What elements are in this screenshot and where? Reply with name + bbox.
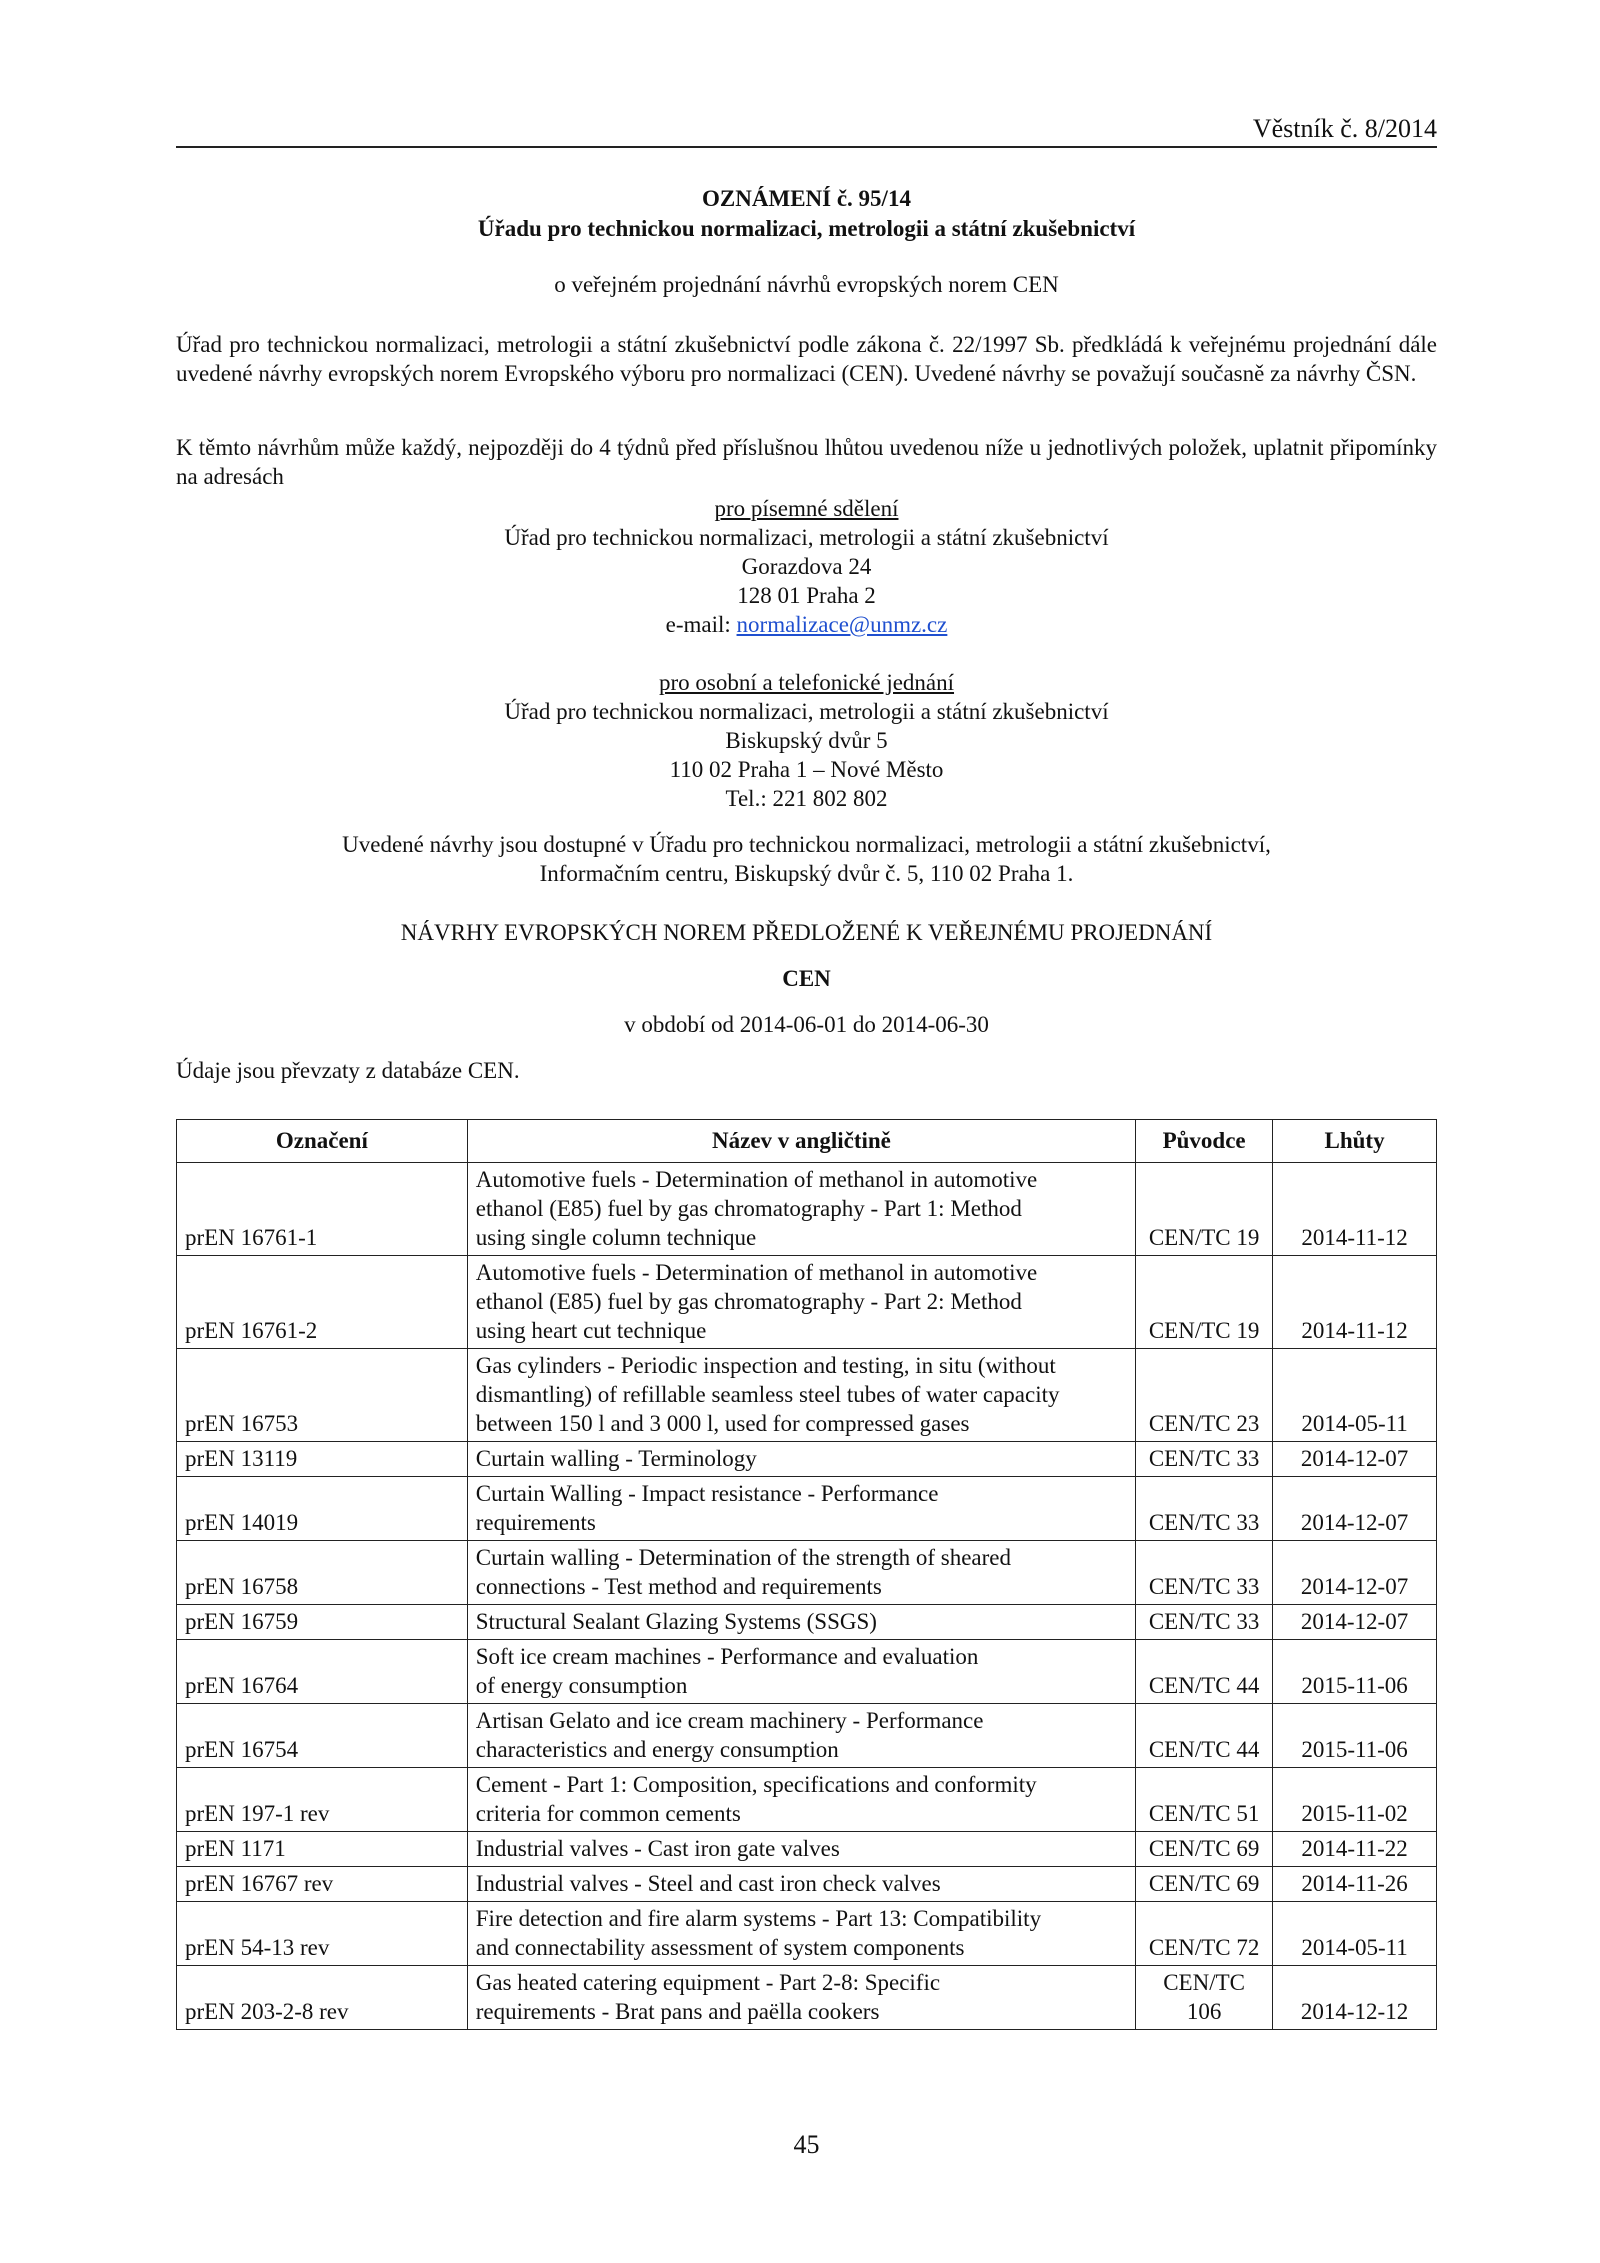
table-row: [177, 1902, 1437, 1966]
contact-written-city: 128 01 Praha 2: [737, 583, 876, 608]
cell-designation: prEN 16754: [177, 1704, 468, 1768]
column-header-designation: Označení: [177, 1120, 468, 1163]
table-row: [177, 1640, 1437, 1704]
table-row: [177, 1966, 1437, 2030]
cell-origin: CEN/TC 33: [1136, 1477, 1273, 1541]
cell-title: Industrial valves - Steel and cast iron check valves: [467, 1867, 1135, 1902]
cell-title: Soft ice cream machines - Performance and evaluation of energy consumption: [467, 1640, 1135, 1704]
cell-origin: CEN/TC 33: [1136, 1442, 1273, 1477]
cell-origin: CEN/TC 44: [1136, 1704, 1273, 1768]
contact-written-email-line: [176, 612, 1437, 638]
cell-deadline: 2014-12-07: [1273, 1541, 1437, 1605]
cell-designation: prEN 13119: [177, 1442, 468, 1477]
table-row: [177, 1541, 1437, 1605]
cell-deadline: 2014-11-12: [1273, 1163, 1437, 1256]
cell-deadline: 2014-11-26: [1273, 1867, 1437, 1902]
contact-personal-street: Biskupský dvůr 5: [725, 728, 888, 753]
cell-designation: prEN 16761-2: [177, 1256, 468, 1349]
cell-title: Industrial valves - Cast iron gate valves: [467, 1832, 1135, 1867]
cell-title: Automotive fuels - Determination of methanol in automotive ethanol (E85) fuel by gas chromatography - Part 1: Method using single column technique: [467, 1163, 1135, 1256]
cell-designation: prEN 197-1 rev: [177, 1768, 468, 1832]
cell-deadline: 2015-11-06: [1273, 1704, 1437, 1768]
cell-designation: prEN 16764: [177, 1640, 468, 1704]
cell-title: Artisan Gelato and ice cream machinery - Performance characteristics and energy consumption: [467, 1704, 1135, 1768]
cell-origin: CEN/TC 44: [1136, 1640, 1273, 1704]
cell-title: Structural Sealant Glazing Systems (SSGS): [467, 1605, 1135, 1640]
email-label: e-mail:: [665, 612, 737, 637]
table-row: [177, 1832, 1437, 1867]
contact-personal-heading: pro osobní a telefonické jednání: [658, 670, 955, 695]
cell-designation: prEN 14019: [177, 1477, 468, 1541]
table-row: [177, 1867, 1437, 1902]
column-header-origin: Původce: [1136, 1120, 1273, 1163]
table-row: [177, 1704, 1437, 1768]
column-header-deadline: Lhůty: [1273, 1120, 1437, 1163]
table-header-row: [177, 1120, 1437, 1163]
cell-deadline: 2015-11-06: [1273, 1640, 1437, 1704]
standards-table: [176, 1119, 1437, 2030]
header-rule: [176, 146, 1437, 148]
cell-deadline: 2015-11-02: [1273, 1768, 1437, 1832]
cell-origin: CEN/TC 69: [1136, 1867, 1273, 1902]
cell-title: Curtain walling - Terminology: [467, 1442, 1135, 1477]
cell-deadline: 2014-05-11: [1273, 1902, 1437, 1966]
section-body: CEN: [782, 966, 831, 991]
cell-origin: CEN/TC 69: [1136, 1832, 1273, 1867]
cell-title: Curtain walling - Determination of the strength of sheared connections - Test method and requirements: [467, 1541, 1135, 1605]
cell-designation: prEN 203-2-8 rev: [177, 1966, 468, 2030]
table-row: [177, 1768, 1437, 1832]
cell-origin: CEN/TC 106: [1136, 1966, 1273, 2030]
cell-designation: prEN 16758: [177, 1541, 468, 1605]
cell-deadline: 2014-11-12: [1273, 1256, 1437, 1349]
cell-title: Fire detection and fire alarm systems - Part 13: Compatibility and connectability assessment of system components: [467, 1902, 1135, 1966]
section-period: v období od 2014-06-01 do 2014-06-30: [624, 1012, 989, 1037]
contact-written-heading: pro písemné sdělení: [714, 496, 899, 521]
cell-deadline: 2014-12-07: [1273, 1442, 1437, 1477]
cell-deadline: 2014-05-11: [1273, 1349, 1437, 1442]
notice-title: OZNÁMENÍ č. 95/14: [702, 186, 911, 211]
cell-title: Curtain Walling - Impact resistance - Performance requirements: [467, 1477, 1135, 1541]
table-row: [177, 1349, 1437, 1442]
cell-origin: CEN/TC 23: [1136, 1349, 1273, 1442]
notice-subject: o veřejném projednání návrhů evropských norem CEN: [554, 272, 1059, 297]
table-row: [177, 1256, 1437, 1349]
table-row: [177, 1477, 1437, 1541]
journal-header: Věstník č. 8/2014: [1252, 114, 1437, 143]
availability-line-1: Uvedené návrhy jsou dostupné v Úřadu pro technickou normalizaci, metrologii a státní zkušebnictví,: [342, 832, 1271, 857]
cell-origin: CEN/TC 33: [1136, 1541, 1273, 1605]
contact-personal-org: Úřad pro technickou normalizaci, metrologii a státní zkušebnictví: [504, 699, 1109, 724]
cell-designation: prEN 54-13 rev: [177, 1902, 468, 1966]
email-link[interactable]: normalizace@unmz.cz: [736, 612, 948, 637]
contact-written-street: Gorazdova 24: [741, 554, 872, 579]
cell-deadline: 2014-11-22: [1273, 1832, 1437, 1867]
cell-designation: prEN 16759: [177, 1605, 468, 1640]
contact-personal-phone: Tel.: 221 802 802: [725, 786, 888, 811]
cell-origin: CEN/TC 51: [1136, 1768, 1273, 1832]
source-note: Údaje jsou převzaty z databáze CEN.: [176, 1058, 520, 1083]
cell-designation: prEN 1171: [177, 1832, 468, 1867]
cell-deadline: 2014-12-07: [1273, 1605, 1437, 1640]
table-row: [177, 1605, 1437, 1640]
table-row: [177, 1163, 1437, 1256]
cell-origin: CEN/TC 72: [1136, 1902, 1273, 1966]
cell-title: Automotive fuels - Determination of methanol in automotive ethanol (E85) fuel by gas chromatography - Part 2: Method using heart cut technique: [467, 1256, 1135, 1349]
cell-origin: CEN/TC 19: [1136, 1256, 1273, 1349]
section-title: NÁVRHY EVROPSKÝCH NOREM PŘEDLOŽENÉ K VEŘEJNÉMU PROJEDNÁNÍ: [400, 920, 1213, 945]
cell-origin: CEN/TC 33: [1136, 1605, 1273, 1640]
cell-deadline: 2014-12-07: [1273, 1477, 1437, 1541]
contact-personal-city: 110 02 Praha 1 – Nové Město: [669, 757, 944, 782]
comment-paragraph: K těmto návrhům může každý, nejpozději do 4 týdnů před příslušnou lhůtou uvedenou níže u jednotlivých položek, uplatnit připomínky na adresách: [176, 435, 1437, 489]
cell-title: Gas cylinders - Periodic inspection and testing, in situ (without dismantling) of refillable seamless steel tubes of water capacity between 150 l and 3 000 l, used for compressed gases: [467, 1349, 1135, 1442]
notice-issuer: Úřadu pro technickou normalizaci, metrologii a státní zkušebnictví: [477, 216, 1136, 241]
contact-written-org: Úřad pro technickou normalizaci, metrologii a státní zkušebnictví: [504, 525, 1109, 550]
page-number: 45: [793, 2130, 820, 2159]
cell-title: Cement - Part 1: Composition, specifications and conformity criteria for common cements: [467, 1768, 1135, 1832]
cell-deadline: 2014-12-12: [1273, 1966, 1437, 2030]
column-header-title: Název v angličtině: [467, 1120, 1135, 1163]
intro-paragraph: Úřad pro technickou normalizaci, metrologii a státní zkušebnictví podle zákona č. 22/1997 Sb. předkládá k veřejnému projednání dále uvedené návrhy evropských norem Evropského výboru pro normalizaci (CEN). Uvedené návrhy se považují současně za návrhy ČSN.: [176, 332, 1437, 386]
cell-designation: prEN 16753: [177, 1349, 468, 1442]
cell-title: Gas heated catering equipment - Part 2-8: Specific requirements - Brat pans and paëlla cookers: [467, 1966, 1135, 2030]
cell-designation: prEN 16761-1: [177, 1163, 468, 1256]
cell-origin: CEN/TC 19: [1136, 1163, 1273, 1256]
availability-line-2: Informačním centru, Biskupský dvůr č. 5, 110 02 Praha 1.: [539, 861, 1074, 886]
table-row: [177, 1442, 1437, 1477]
cell-designation: prEN 16767 rev: [177, 1867, 468, 1902]
